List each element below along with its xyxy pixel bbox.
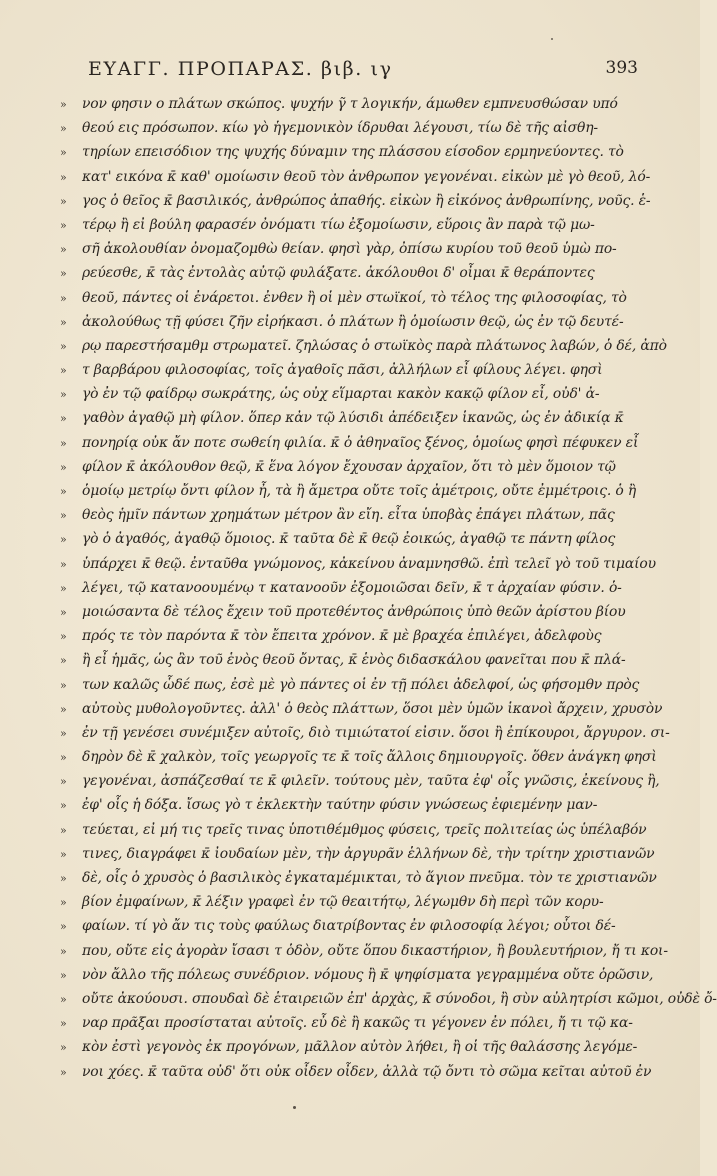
quotation-mark: » <box>60 460 67 474</box>
quotation-mark: » <box>60 315 67 329</box>
page-header <box>78 56 638 82</box>
text-line <box>60 793 638 817</box>
quotation-mark: » <box>60 485 67 498</box>
text-line <box>60 600 638 624</box>
text-line <box>60 479 638 503</box>
line-text: ναρ πρᾶξαι προσίσταται αὐτοῖς. εὖ δὲ ἢ κακῶς τι γέγονεν ἐν πόλει, ἤ τι τῷ κα- <box>82 1015 633 1032</box>
quotation-mark: » <box>60 1041 67 1055</box>
text-line <box>60 745 657 769</box>
text-line <box>60 140 638 164</box>
text-line <box>60 165 651 189</box>
quotation-mark: » <box>60 896 67 910</box>
text-line <box>60 769 660 793</box>
text-line <box>60 648 638 672</box>
quotation-mark: » <box>60 364 67 378</box>
text-line <box>60 914 638 938</box>
text-line <box>60 1035 638 1059</box>
text-line <box>60 358 638 382</box>
text-line <box>60 697 663 721</box>
text-line <box>60 1011 638 1035</box>
quotation-mark: » <box>60 920 67 934</box>
quotation-mark: » <box>60 533 67 547</box>
line-text: κὸν ἐστὶ γεγονὸς ἐκ προγόνων, μᾶλλον αὐτὸν λήθει, ἢ οἱ τῆς θαλάσσης λεγόμε- <box>82 1039 638 1056</box>
line-text: μοιώσαντα δὲ τέλος ἔχειν τοῦ προτεθέντος ἀνθρώποις ὑπὸ θεῶν ἀρίστου βίου <box>82 603 626 620</box>
quotation-mark: » <box>60 847 67 861</box>
quotation-mark: » <box>60 146 67 160</box>
text-line <box>60 92 638 116</box>
quotation-mark: » <box>60 557 67 571</box>
line-text: τινες, διαγράφει κ̄ ἰουδαίων μὲν, τὴν ἀργυρᾶν ἑλλήνων δὲ, τὴν τρίτην χριστιανῶν <box>82 845 655 862</box>
running-title: ΕΥΑΓΓ. ΠΡΟΠΑΡΑΣ. βιβ. ιγ <box>88 58 393 80</box>
line-text: ἀκολούθως τῇ φύσει ζῆν εἰρήκασι. ὁ πλάτων ἢ ὁμοίωσιν θεῷ, ὡς ἐν τῷ δευτέ- <box>82 313 624 330</box>
quotation-mark: » <box>60 267 67 281</box>
quotation-mark: » <box>60 751 67 765</box>
line-text: δὲ, οἷς ὁ χρυσὸς ὁ βασιλικὸς ἐγκαταμέμικται, τὸ ἅγιον πνεῦμα. τὸν τε χριστιανῶν <box>82 870 657 886</box>
line-text: νον φησιν ο πλάτων σκώπος. ψυχήν γ̃ τ λογικήν, άμωθεν εμπνευσθώσαν υπό <box>82 96 618 112</box>
line-text: ὁμοίῳ μετρίῳ ὄντι φίλον ἦ, τὰ ἢ ἄμετρα οὔτε τοῖς ἀμέτροις, οὔτε ἐμμέτροις. ὁ ἢ <box>82 483 637 499</box>
line-text: γος ὁ θεῖος κ̄ βασιλικός, ἀνθρώπος ἀπαθής. εἰκὼν ἢ εἰκόνος ἀνθρωπίνης, νοῦς. ἑ- <box>82 192 651 209</box>
text-line <box>60 503 638 527</box>
quotation-mark: » <box>60 291 67 305</box>
quotation-mark: » <box>60 339 67 353</box>
text-line <box>60 842 655 866</box>
quotation-mark: » <box>60 170 67 184</box>
quotation-mark: » <box>60 823 67 837</box>
quotation-mark: » <box>60 605 67 619</box>
text-line <box>60 576 638 600</box>
line-text: θεὸς ἡμῖν πάντων χρημάτων μέτρον ἂν εἴη. εἶτα ὑποβὰς ἐπάγει πλάτων, πᾶς <box>82 507 615 524</box>
line-text: θεοῦ, πάντες οἱ ἐνάρετοι. ἐνθεν ἢ οἱ μὲν στωϊκοί, τὸ τέλος της φιλοσοφίας, τὸ <box>82 289 627 306</box>
quotation-mark: » <box>60 218 67 232</box>
line-text: φίλον κ̄ ἀκόλουθον θεῷ, κ̄ ἕνα λόγον ἔχουσαν ἀρχαῖον, ὅτι τὸ μὲν ὅμοιον τῷ <box>82 458 616 475</box>
text-line <box>60 673 638 697</box>
line-text: πονηρίᾳ οὐκ ἄν ποτε σωθείη φιλία. κ̄ ὁ ἀθηναῖος ξένος, ὁμοίως φησὶ πέφυκεν εἶ <box>82 434 639 451</box>
text-line <box>60 552 656 576</box>
quotation-mark: » <box>60 412 67 426</box>
body-text <box>60 92 717 1084</box>
line-text: λέγει, τῷ κατανοουμένῳ τ κατανοοῦν ἐξομοιῶσαι δεῖν, κ̄ τ ἀρχαίαν φύσιν. ὁ- <box>82 579 622 596</box>
line-text: ρεύεσθε, κ̄ τὰς ἐντολὰς αὐτῷ φυλάξατε. ἀκόλουθοι δ' οἶμαι κ̄ θεράποντες <box>82 265 595 282</box>
text-line <box>60 431 638 455</box>
page-number: 393 <box>605 58 638 78</box>
line-text: θεού εις πρόσωπον. κίω γὸ ἡγεμονικὸν ίδρυθαι λέγουσι, τίω δὲ τῆς αἰσθη- <box>82 120 598 137</box>
line-text: ρῳ παρεστήσαμθμ στρωματεῖ. ζηλώσας ὁ στωϊκὸς παρὰ πλάτωνος λαβών, ὁ δέ, ἀπὸ <box>82 337 667 354</box>
text-line <box>60 721 670 745</box>
quotation-mark: » <box>60 630 67 644</box>
quotation-mark: » <box>60 1065 67 1079</box>
text-line <box>60 261 638 285</box>
line-text: ἐφ' οἷς ἡ δόξα. ἴσως γὸ τ ἐκλεκτὴν ταύτην φύσιν γνώσεως ἐφιεμένην μαν- <box>82 797 598 814</box>
line-text: τ βαρβάρου φιλοσοφίας, τοῖς ἀγαθοῖς πᾶσι, ἀλλήλων εἶ φίλους λέγει. φησὶ <box>82 362 603 379</box>
text-line <box>60 939 668 963</box>
text-line <box>60 890 638 914</box>
quotation-mark: » <box>60 799 67 813</box>
line-text: γαθὸν ἀγαθῷ μὴ φίλον. ὅπερ κἀν τῷ λύσιδι ἀπέδειξεν ἱκανῶς, ὡς ἐν ἀδικίᾳ κ̄ <box>82 410 624 427</box>
text-line <box>60 116 638 140</box>
quotation-mark: » <box>60 509 67 523</box>
quotation-mark: » <box>60 436 67 450</box>
text-line <box>60 1060 652 1084</box>
line-text: ἐν τῇ γενέσει συνέμιξεν αὐτοῖς, διὸ τιμιώτατοί εἰσιν. ὅσοι ἢ ἐπίκουροι, ἄργυρον. σι- <box>82 724 670 741</box>
text-line <box>60 286 638 310</box>
quotation-mark: » <box>60 678 67 692</box>
line-text: νοι χόες. κ̄ ταῦτα οὐδ' ὅτι οὐκ οἶδεν οἶδεν, ἀλλὰ τῷ ὄντι τὸ σῶμα κεῖται αὐτοῦ ἐν <box>82 1063 652 1080</box>
line-text: γὸ ὁ ἀγαθός, ἀγαθῷ ὅμοιος. κ̄ ταῦτα δὲ κ̄ θεῷ ἐοικώς, ἀγαθῷ τε πάντη φίλος <box>82 531 616 548</box>
quotation-mark: » <box>60 98 67 111</box>
text-line <box>60 406 638 430</box>
text-line <box>60 189 651 213</box>
quotation-mark: » <box>60 581 67 595</box>
text-line <box>60 455 638 479</box>
quotation-mark: » <box>60 1017 67 1031</box>
quotation-mark: » <box>60 775 67 789</box>
text-line <box>60 527 638 551</box>
quotation-mark: » <box>60 992 67 1006</box>
line-text: τεύεται, εἰ μή τις τρεῖς τινας ὑποτιθέμθμος φύσεις, τρεῖς πολιτείας ὡς ὑπέλαβόν <box>82 821 647 838</box>
quotation-mark: » <box>60 388 67 402</box>
quotation-mark: » <box>60 872 67 885</box>
line-text: τηρίων επεισόδιον της ψυχής δύναμιν της πλάσσου είσοδον ερμηνεύοντες. τὸ <box>82 144 624 161</box>
text-line <box>60 866 657 890</box>
line-text: ἢ εἶ ἡμᾶς, ὡς ἂν τοῦ ἑνὸς θεοῦ ὄντας, κ̄ ἑνὸς διδασκάλου φανεῖται που κ̄ πλά- <box>82 652 626 669</box>
text-line <box>60 987 717 1011</box>
quotation-mark: » <box>60 944 67 958</box>
line-text: σῆ ἀκολουθίαν ὀνομαζομθὼ θείαν. φησὶ γὰρ, ὀπίσω κυρίου τοῦ θεοῦ ὑμὼ πο- <box>82 241 617 258</box>
text-line <box>60 382 638 406</box>
ink-speck <box>293 1106 296 1109</box>
quotation-mark: » <box>60 243 67 257</box>
line-text: δηρὸν δὲ κ̄ χαλκὸν, τοῖς γεωργοῖς τε κ̄ τοῖς ἄλλοις δημιουργοῖς. ὅθεν ἀνάγκη φησὶ <box>82 749 657 766</box>
text-line <box>60 963 654 987</box>
text-line <box>60 818 647 842</box>
text-line <box>60 213 638 237</box>
line-text: οὔτε ἀκούουσι. σπουδαὶ δὲ ἑταιρειῶν ἐπ' ἀρχὰς, κ̄ σύνοδοι, ἢ σὺν αὐλητρίσι κῶμοι, οὐδὲ ὄ- <box>82 990 717 1007</box>
quotation-mark: » <box>60 726 67 740</box>
line-text: τέρῳ ἢ εἰ βούλη φαρασέν ὀνόματι τίω ἐξομοίωσιν, εὕροις ἂν παρὰ τῷ μω- <box>82 216 595 233</box>
ink-speck <box>551 38 553 40</box>
line-text: φαίων. τί γὸ ἄν τις τοὺς φαύλως διατρίβοντας ἐν φιλοσοφίᾳ λέγοι; οὗτοι δέ- <box>82 918 616 935</box>
line-text: αὐτοὺς μυθολογοῦντες. ἀλλ' ὁ θεὸς πλάττων, ὅσοι μὲν ὑμῶν ἱκανοὶ ἄρχειν, χρυσὸν <box>82 700 663 717</box>
text-line <box>60 624 638 648</box>
line-text: των καλῶς ὧδέ πως, ἐσὲ μὲ γὸ πάντες οἱ ἐν τῇ πόλει ἀδελφοί, ὡς φήσομθν πρὸς <box>82 676 640 693</box>
quotation-mark: » <box>60 194 67 208</box>
quotation-mark: » <box>60 654 67 668</box>
line-text: ὑπάρχει κ̄ θεῷ. ἐνταῦθα γνώμονος, κἀκείνου ἀναμνησθῶ. ἐπὶ τελεῖ γὸ τοῦ τιμαίου <box>82 555 656 572</box>
quotation-mark: » <box>60 968 67 982</box>
line-text: που, οὔτε εἰς ἀγορὰν ἴσασι τ ὁδὸν, οὔτε ὅπου δικαστήριον, ἢ βουλευτήριον, ἤ τι κοι- <box>82 942 668 959</box>
line-text: πρός τε τὸν παρόντα κ̄ τὸν ἔπειτα χρόνον. κ̄ μὲ βραχέα ἐπιλέγει, ἀδελφοὺς <box>82 628 602 645</box>
line-text: γεγονέναι, ἀσπάζεσθαί τε κ̄ φιλεῖν. τούτους μὲν, ταῦτα ἐφ' οἷς γνῶσις, ἐκείνους ἢ, <box>82 773 660 790</box>
text-line <box>60 237 638 261</box>
text-line <box>60 310 638 334</box>
line-text: κατ' εικόνα κ̄ καθ' ομοίωσιν θεοῦ τὸν ἀνθρωπον γεγονέναι. εἰκὼν μὲ γὸ θεοῦ, λό- <box>82 168 651 185</box>
quotation-mark: » <box>60 122 67 136</box>
line-text: νὸν ἄλλο τῆς πόλεως συνέδριον. νόμους ἢ κ̄ ψηφίσματα γεγραμμένα οὔτε ὁρῶσιν, <box>82 966 654 983</box>
line-text: γὸ ἐν τῷ φαίδρῳ σωκράτης, ὡς οὐχ εἵμαρται κακὸν κακῷ φίλον εἶ, οὐδ' ἀ- <box>82 386 600 403</box>
line-text: βίον ἐμφαίνων, κ̄ λέξιν γραφεὶ ἐν τῷ θεαιτήτῳ, λέγωμθν δὴ περὶ τῶν κορυ- <box>82 894 604 911</box>
text-line <box>60 334 667 358</box>
quotation-mark: » <box>60 702 67 716</box>
